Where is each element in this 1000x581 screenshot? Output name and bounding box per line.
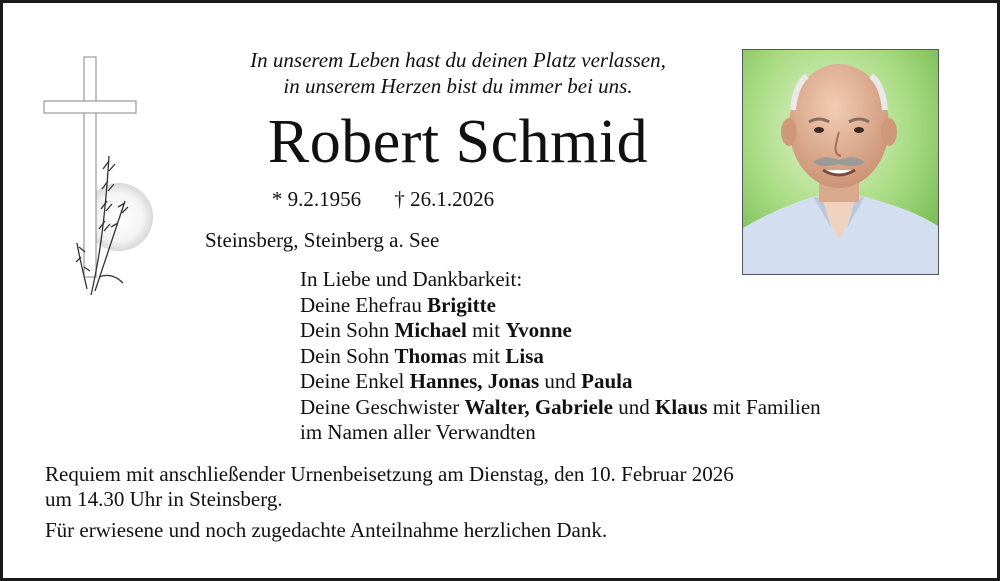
mourners-list [300, 267, 821, 446]
mourner-name: Yvonne [505, 318, 572, 342]
memorial-verse [153, 47, 763, 99]
mourners-intro: In Liebe und Dankbarkeit: [300, 267, 523, 291]
death-date: † 26.1.2026 [394, 187, 495, 211]
requiem-announcement [45, 462, 945, 512]
mourner-line: Dein Sohn Thomas mit Lisa [300, 343, 544, 368]
mourners-closing: im Namen aller Verwandten [300, 420, 536, 444]
life-dates [153, 186, 613, 212]
mourner-name: Klaus [654, 394, 708, 419]
cross-icon [39, 51, 159, 301]
verse-line: in unserem Herzen bist du immer bei uns. [283, 74, 633, 98]
thanks-note: Für erwiesene und noch zugedachte Anteilnahme herzlichen Dank. [45, 518, 608, 542]
requiem-line: um 14.30 Uhr in Steinsberg. [45, 487, 283, 511]
deceased-name: Robert Schmid [267, 108, 649, 176]
mourner-line: Deine Enkel Hannes, Jonas und Paula [300, 369, 633, 393]
mourner-name: Hannes, Jonas [409, 369, 540, 393]
residence-location: Steinsberg, Steinberg a. See [205, 228, 440, 252]
mourner-name: Walter, Gabriele [464, 394, 613, 419]
mourner-line: Deine Ehefrau Brigitte [300, 292, 496, 317]
requiem-line: Requiem mit anschließender Urnenbeisetzung am Dienstag, den 10. Februar 2026 [45, 462, 734, 486]
mourner-name: Michael [394, 318, 467, 342]
portrait-photo [742, 49, 939, 275]
mourner-name: Lisa [505, 343, 544, 368]
birth-date: * 9.2.1956 [271, 187, 362, 211]
mourner-name: Brigitte [427, 292, 496, 317]
mourner-name: Thoma [394, 343, 459, 368]
mourner-name: Paula [581, 369, 633, 393]
mourner-line: Dein Sohn Michael mit Yvonne [300, 318, 572, 342]
mourner-line: Deine Geschwister Walter, Gabriele und Klaus mit Familien [300, 394, 821, 419]
verse-line: In unserem Leben hast du deinen Platz verlassen, [250, 48, 666, 72]
